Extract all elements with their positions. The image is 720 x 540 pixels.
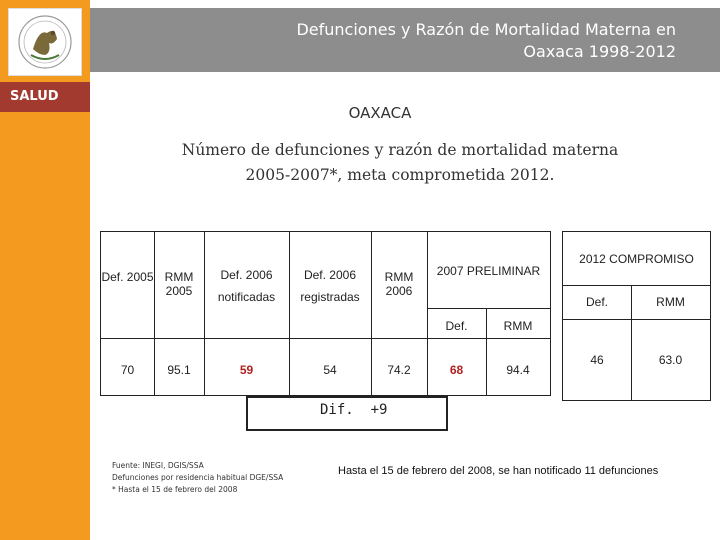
mortality-table: [100, 231, 551, 396]
commitment-title: 2012 COMPROMISO: [579, 252, 694, 266]
header-def-2006-registradas-line1: Def. 2006: [303, 268, 357, 282]
source-line-1: Fuente: INEGI, DGIS/SSA: [112, 461, 204, 470]
commitment-rmm-value: 63.0: [658, 353, 683, 367]
header-rmm-2005: RMM 2005: [164, 270, 194, 298]
sidebar: [0, 0, 90, 540]
value-def-2006-registradas: 54: [323, 363, 337, 377]
header-2007-preliminar: 2007 PRELIMINAR: [436, 264, 541, 278]
salud-label: SALUD: [0, 82, 90, 112]
eagle-emblem-icon: [9, 9, 81, 75]
source-line-3: * Hasta el 15 de febrero del 2008: [112, 485, 238, 494]
commitment-rmm-label: RMM: [656, 295, 685, 309]
value-rmm-2006: 74.2: [387, 363, 411, 377]
commitment-table: [562, 231, 711, 401]
subtitle: Número de defunciones y razón de mortalidad materna 2005-2007*, meta comprometida 2012.: [181, 141, 619, 184]
header-def-2006-notificadas-line2: notificadas: [217, 290, 276, 304]
coat-of-arms-logo: [8, 8, 82, 76]
header-prelim-def: Def.: [445, 319, 468, 333]
source-notes: [112, 460, 283, 496]
difference-box: [246, 396, 448, 431]
value-def-2006-notificadas: 59: [239, 363, 254, 377]
state-name: OAXACA: [348, 104, 412, 122]
header-banner: [90, 8, 720, 72]
header-def-2005: Def. 2005: [101, 270, 154, 284]
page-title: Defunciones y Razón de Mortalidad Materna en Oaxaca 1998-2012: [296, 20, 676, 61]
source-line-2: Defunciones por residencia habitual DGE/SSA: [112, 473, 284, 482]
value-prelim-def: 68: [449, 363, 464, 377]
header-def-2006-notificadas-line1: Def. 2006: [220, 268, 273, 282]
commitment-def-value: 46: [590, 353, 604, 367]
header-rmm-2006: RMM 2006: [384, 270, 414, 298]
value-def-2005: 70: [120, 363, 135, 377]
header-prelim-rmm: RMM: [503, 319, 533, 333]
value-prelim-rmm: 94.4: [506, 363, 530, 377]
difference-text: Dif. +9: [320, 402, 388, 418]
commitment-def-label: Def.: [585, 295, 608, 309]
footnote: Hasta el 15 de febrero del 2008, se han notificado 11 defunciones: [338, 465, 659, 477]
header-def-2006-registradas-line2: registradas: [300, 290, 360, 304]
value-rmm-2005: 95.1: [167, 363, 191, 377]
